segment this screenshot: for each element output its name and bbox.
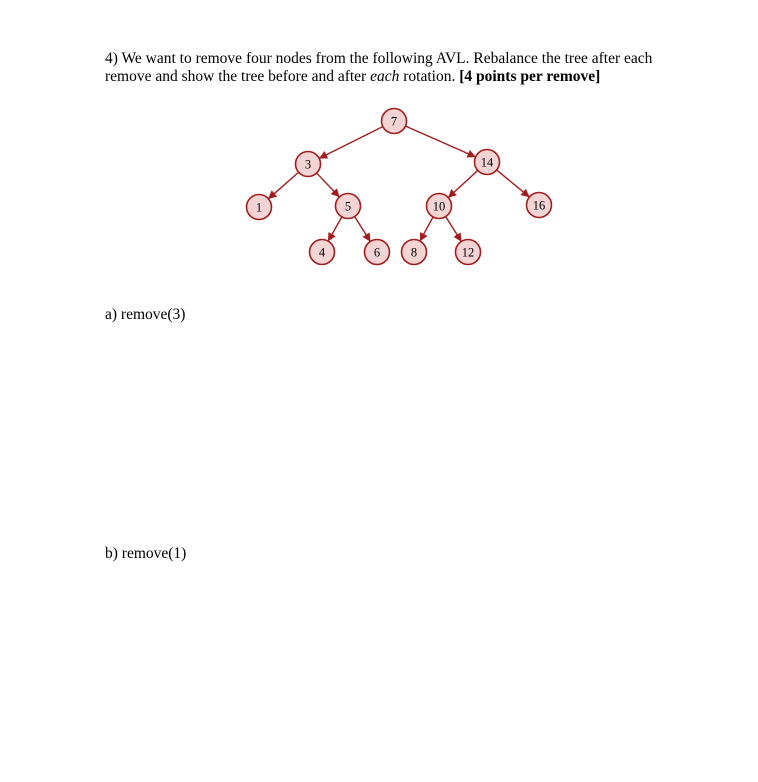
tree-node-label: 16 xyxy=(532,198,546,213)
tree-edge-5-6 xyxy=(355,217,370,241)
tree-node-label: 12 xyxy=(461,245,475,260)
question-line-2-mid: rotation. xyxy=(399,68,460,85)
tree-node-label: 1 xyxy=(255,200,263,215)
tree-node-label: 7 xyxy=(390,114,398,129)
tree-edge-7-3 xyxy=(320,127,383,159)
tree-edge-7-14 xyxy=(405,126,475,157)
tree-node-label: 8 xyxy=(410,245,418,260)
tree-edges xyxy=(269,126,529,241)
tree-node-label: 4 xyxy=(318,245,326,260)
tree-node-14 xyxy=(475,150,500,175)
part-a-label: a) remove(3) xyxy=(105,306,186,323)
tree-node-label: 14 xyxy=(480,155,494,170)
tree-node-4 xyxy=(310,240,335,265)
question-line-1: 4) We want to remove four nodes from the following AVL. Rebalance the tree after each xyxy=(105,50,653,67)
tree-nodes xyxy=(247,109,552,265)
tree-node-8 xyxy=(402,240,427,265)
tree-edge-3-5 xyxy=(317,173,339,197)
tree-edge-10-8 xyxy=(420,217,433,241)
tree-node-7 xyxy=(382,109,407,134)
tree-node-label: 10 xyxy=(432,199,446,214)
tree-edge-5-4 xyxy=(328,217,341,241)
tree-node-label: 3 xyxy=(304,157,312,172)
part-b-label: b) remove(1) xyxy=(105,545,187,562)
avl-tree-diagram xyxy=(0,0,758,300)
tree-edge-14-16 xyxy=(497,170,529,197)
tree-node-5 xyxy=(336,194,361,219)
tree-edge-10-12 xyxy=(446,217,461,241)
question-line-2-start: remove and show the tree before and after xyxy=(105,68,371,85)
tree-node-label: 5 xyxy=(344,199,352,214)
tree-node-1 xyxy=(247,195,272,220)
tree-node-12 xyxy=(456,240,481,265)
tree-node-3 xyxy=(296,152,321,177)
points-note: [4 points per remove] xyxy=(459,68,601,85)
tree-node-10 xyxy=(427,194,452,219)
tree-node-label: 6 xyxy=(373,245,381,260)
tree-edge-3-1 xyxy=(269,172,299,198)
tree-node-16 xyxy=(527,193,552,218)
tree-node-6 xyxy=(365,240,390,265)
tree-edge-14-10 xyxy=(449,170,478,197)
question-emphasis: each xyxy=(370,68,400,85)
